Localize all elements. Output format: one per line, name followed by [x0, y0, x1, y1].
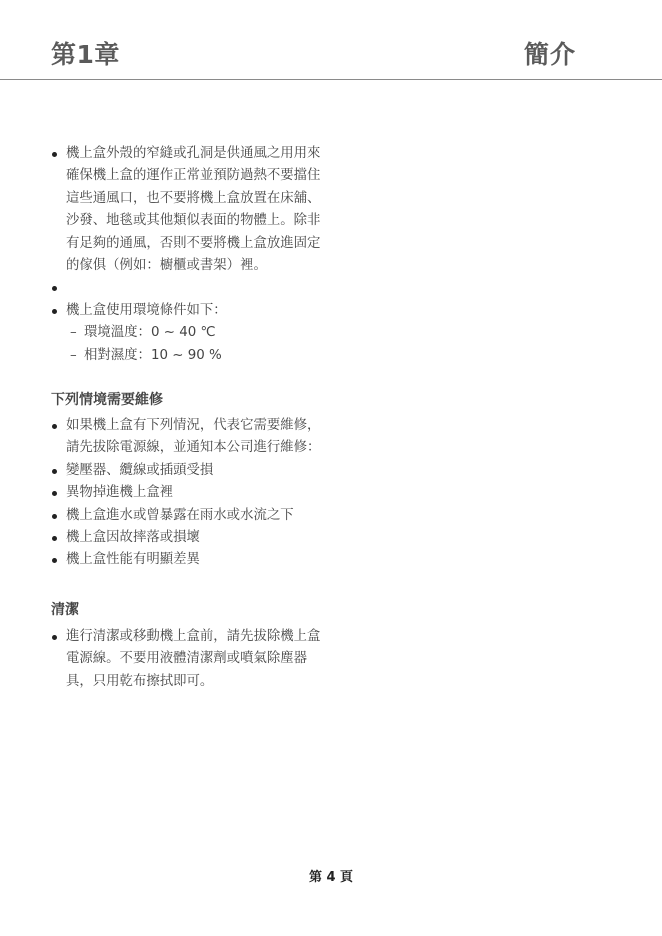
list-item: 異物掉進機上盒裡 — [51, 482, 321, 504]
repair-list — [51, 415, 321, 572]
page-content — [51, 143, 321, 693]
list-item: 進行清潔或移動機上盒前，請先拔除機上盒電源線。不要用液體清潔劑或噴氣除塵器具，只用乾布擦拭即可。 — [51, 626, 321, 693]
page-number: 第 4 頁 — [308, 870, 354, 885]
ventilation-list — [51, 143, 321, 367]
environment-intro: 機上盒使用環境條件如下： — [66, 302, 227, 318]
list-item: 變壓器、纜線或插頭受損 — [51, 460, 321, 482]
page-header — [0, 0, 662, 80]
list-item-environment — [51, 300, 321, 367]
section-title: 簡介 — [523, 40, 576, 69]
condition-humidity: – 相對濕度：10 ~ 90 % — [66, 345, 321, 367]
condition-list — [66, 322, 321, 367]
list-item: 機上盒進水或曾暴露在雨水或水流之下 — [51, 505, 321, 527]
chapter-label: 第1章 — [51, 40, 120, 69]
condition-temperature: – 環境溫度：0 ~ 40 ℃ — [66, 322, 321, 344]
list-item: 如果機上盒有下列情況，代表它需要維修，請先拔除電源線，並通知本公司進行維修： — [51, 415, 321, 460]
list-item: 機上盒性能有明顯差異 — [51, 549, 321, 571]
list-item-empty — [51, 277, 321, 299]
cleaning-list — [51, 626, 321, 693]
list-item-ventilation: 機上盒外殼的窄縫或孔洞是供通風之用用來確保機上盒的運作正常並預防過熱不要擋住這些通風口，也不要將機上盒放置在床舖、沙發、地毯或其他類似表面的物體上。除非有足夠的通風，否則不要將機上盒放進固定的傢俱（例如：櫥櫃或書架）裡。 — [51, 143, 321, 277]
cleaning-heading: 清潔 — [51, 601, 79, 618]
repair-heading: 下列情境需要維修 — [51, 392, 163, 409]
list-item: 機上盒因故摔落或損壞 — [51, 527, 321, 549]
